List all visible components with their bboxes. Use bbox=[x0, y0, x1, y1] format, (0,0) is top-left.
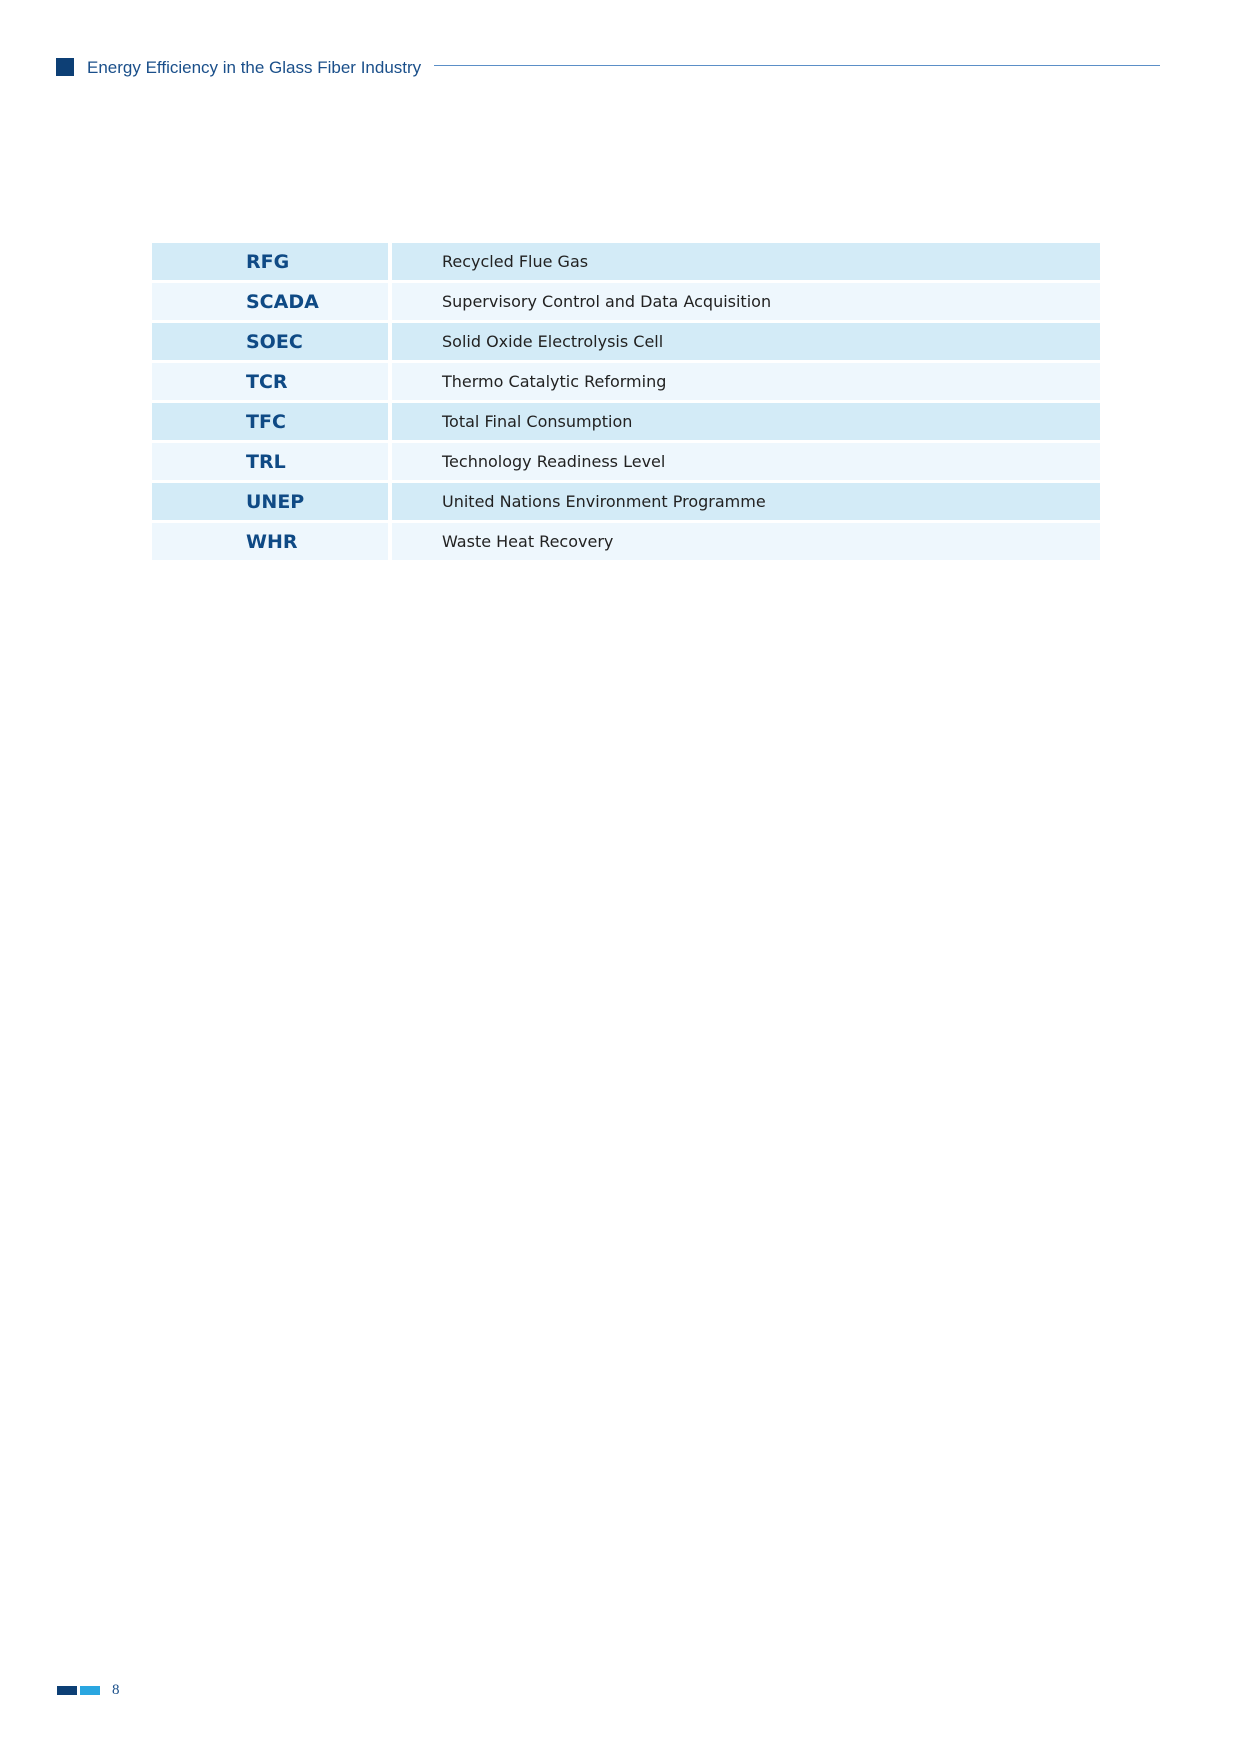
abbreviation-cell: UNEP bbox=[152, 483, 392, 520]
abbreviation-cell: SOEC bbox=[152, 323, 392, 360]
table-row bbox=[152, 323, 1100, 360]
definition-cell: United Nations Environment Programme bbox=[392, 483, 1100, 520]
page-number: 8 bbox=[112, 1682, 120, 1698]
table-row bbox=[152, 443, 1100, 480]
page-footer bbox=[57, 1682, 177, 1702]
abbreviation-cell: RFG bbox=[152, 243, 392, 280]
table-row bbox=[152, 243, 1100, 280]
table-row bbox=[152, 483, 1100, 520]
header-divider bbox=[434, 65, 1160, 66]
definition-cell: Supervisory Control and Data Acquisition bbox=[392, 283, 1100, 320]
definition-cell: Solid Oxide Electrolysis Cell bbox=[392, 323, 1100, 360]
table-row bbox=[152, 403, 1100, 440]
abbreviation-cell: SCADA bbox=[152, 283, 392, 320]
footer-light-bar-icon bbox=[80, 1686, 100, 1695]
definition-cell: Technology Readiness Level bbox=[392, 443, 1100, 480]
footer-dark-bar-icon bbox=[57, 1686, 77, 1695]
abbreviation-cell: TFC bbox=[152, 403, 392, 440]
abbreviations-table bbox=[152, 240, 1100, 563]
header-title: Energy Efficiency in the Glass Fiber Industry bbox=[87, 58, 422, 77]
table-row bbox=[152, 283, 1100, 320]
definition-cell: Recycled Flue Gas bbox=[392, 243, 1100, 280]
abbreviation-cell: WHR bbox=[152, 523, 392, 560]
page-header bbox=[56, 56, 1160, 80]
definition-cell: Total Final Consumption bbox=[392, 403, 1100, 440]
abbreviation-cell: TRL bbox=[152, 443, 392, 480]
definition-cell: Waste Heat Recovery bbox=[392, 523, 1100, 560]
header-square-icon bbox=[56, 58, 74, 76]
abbreviation-cell: TCR bbox=[152, 363, 392, 400]
definition-cell: Thermo Catalytic Reforming bbox=[392, 363, 1100, 400]
table-row bbox=[152, 523, 1100, 560]
table-row bbox=[152, 363, 1100, 400]
